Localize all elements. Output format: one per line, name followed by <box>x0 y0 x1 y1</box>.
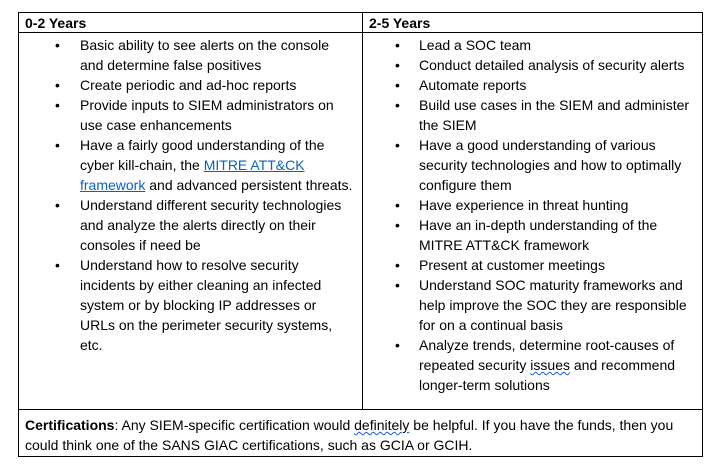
list-item: • Have experience in threat hunting <box>363 195 703 215</box>
list-0-2-years <box>19 35 359 355</box>
list-item: • Provide inputs to SIEM administrators on use case enhancements <box>19 95 359 135</box>
certifications-text <box>25 415 696 455</box>
list-item <box>363 335 703 395</box>
list-item <box>19 135 359 195</box>
list-item-text: Analyze trends, determine root-causes of repeated security <box>419 337 675 373</box>
cert-text-part: be helpful. If you have the funds, then you could think one of the SANS GIAC certifications, such as GCIA or GCIH. <box>25 417 674 453</box>
spellcheck-word: issues <box>530 357 570 373</box>
list-item: • Have an in-depth understanding of the MITRE ATT&CK framework <box>363 215 703 255</box>
list-item-text: Have a fairly good understanding of the cyber kill-chain, the <box>80 137 325 173</box>
mitre-attack-link[interactable]: MITRE ATT&CK framework <box>80 157 305 193</box>
list-item: • Build use cases in the SIEM and administer the SIEM <box>363 95 703 135</box>
certifications-label: Certifications <box>25 417 115 433</box>
list-item: • Conduct detailed analysis of security alerts <box>363 55 703 75</box>
header-0-2-years: 0-2 Years <box>25 15 87 31</box>
list-item: • Automate reports <box>363 75 703 95</box>
experience-table <box>18 12 703 457</box>
list-item: • Basic ability to see alerts on the console and determine false positives <box>19 35 359 75</box>
list-item: • Have a good understanding of various security technologies and how to optimally configure them <box>363 135 703 195</box>
certifications-row <box>19 409 702 456</box>
cert-text-part: : Any SIEM-specific certification would <box>114 417 355 433</box>
list-item-text: and recommend longer-term solutions <box>419 357 676 393</box>
list-item: • Create periodic and ad-hoc reports <box>19 75 359 95</box>
list-2-5-years <box>363 35 703 395</box>
spellcheck-word: definitely <box>354 417 410 433</box>
list-item: • Present at customer meetings <box>363 255 703 275</box>
header-2-5-years: 2-5 Years <box>369 15 431 31</box>
list-item: • Understand SOC maturity frameworks and help improve the SOC they are responsible for on a continual basis <box>363 275 703 335</box>
list-item: • Understand how to resolve security incidents by either cleaning an infected system or by blocking IP addresses or URLs on the perimeter security systems, etc. <box>19 255 359 355</box>
header-row <box>19 13 702 33</box>
list-item-text: and advanced persistent threats. <box>145 177 353 193</box>
list-item: • Understand different security technologies and analyze the alerts directly on their consoles if need be <box>19 195 359 255</box>
list-item: • Lead a SOC team <box>363 35 703 55</box>
